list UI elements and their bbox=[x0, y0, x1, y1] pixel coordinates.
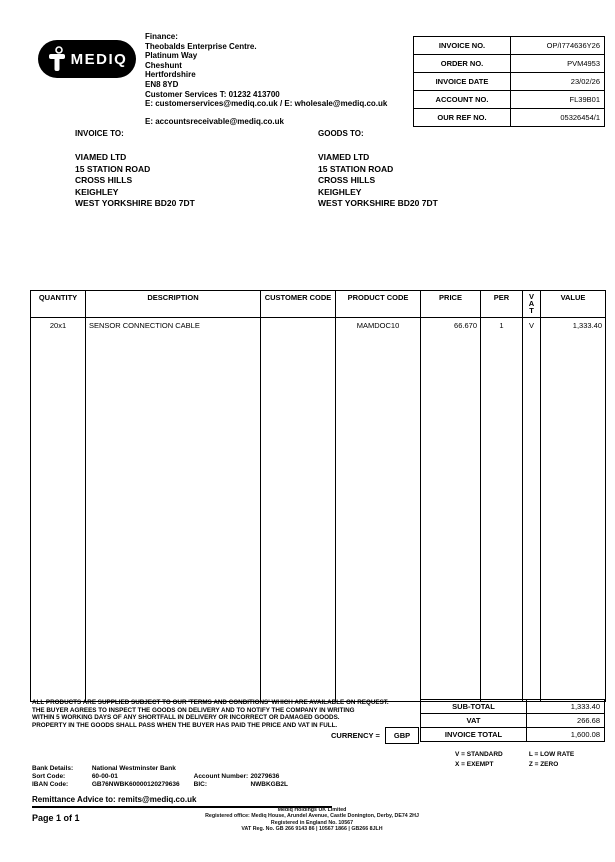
order-number-value: PVM4953 bbox=[511, 55, 605, 73]
account-number-label: Account Number: bbox=[193, 773, 249, 781]
address-line: KEIGHLEY bbox=[318, 186, 362, 197]
info-label: OUR REF NO. bbox=[414, 109, 511, 127]
subtotal-value: 1,333.40 bbox=[527, 700, 605, 714]
page-number: Page 1 of 1 bbox=[32, 813, 80, 823]
address-line: 15 STATION ROAD bbox=[75, 163, 151, 174]
account-number-value: FL39B01 bbox=[511, 91, 605, 109]
emails-line: E: customerservices@mediq.co.uk / E: wholesale@mediq.co.uk bbox=[145, 99, 388, 109]
finance-line: Theobalds Enterprise Centre. bbox=[145, 41, 257, 51]
address-line: WEST YORKSHIRE BD20 7DT bbox=[318, 198, 438, 208]
table-row bbox=[31, 318, 606, 334]
finance-line: Hertfordshire bbox=[145, 70, 196, 80]
customer-services-line: Customer Services T: 01232 413700 bbox=[145, 89, 280, 99]
vat-standard-code: V = STANDARD bbox=[455, 751, 503, 758]
bank-details-block bbox=[32, 765, 330, 790]
currency-value-box: GBP bbox=[385, 727, 419, 744]
sort-code-label: Sort Code: bbox=[32, 773, 66, 781]
terms-line: WITHIN 5 WORKING DAYS OF ANY SHORTFALL IN DELIVERY OR INCORRECT OR DAMAGED GOODS. bbox=[32, 714, 340, 722]
invoice-info-table bbox=[413, 36, 605, 127]
vat-label: VAT bbox=[421, 714, 527, 728]
info-row bbox=[414, 37, 605, 55]
info-row bbox=[414, 109, 605, 127]
subtotal-label: SUB-TOTAL bbox=[421, 700, 527, 714]
vat-header: VAT bbox=[523, 291, 541, 318]
finance-line: Platinum Way bbox=[145, 51, 198, 61]
terms-line: ALL PRODUCTS ARE SUPPLIED SUBJECT TO OUR 'TERMS AND CONDITIONS' WHICH ARE AVAILABLE ON REQUEST. bbox=[32, 699, 389, 706]
remittance-advice-line: Remittance Advice to: remits@mediq.co.uk bbox=[32, 795, 332, 808]
description-header: DESCRIPTION bbox=[86, 291, 261, 318]
account-number: 20279636 bbox=[250, 773, 280, 781]
vat-lowrate-code: L = LOW RATE bbox=[528, 751, 575, 758]
company-line: Registered in England No. 10567 bbox=[270, 819, 354, 826]
finance-line: Cheshunt bbox=[145, 60, 182, 70]
item-value: 1,333.40 bbox=[541, 318, 606, 334]
address-line: VIAMED LTD bbox=[318, 152, 370, 162]
table-empty-cell bbox=[261, 333, 336, 702]
currency-label: CURRENCY = bbox=[331, 731, 380, 740]
terms-line: PROPERTY IN THE GOODS SHALL PASS WHEN THE BUYER HAS PAID THE PRICE AND VAT IN FULL. bbox=[32, 721, 338, 729]
terms-and-conditions bbox=[32, 699, 427, 729]
iban-row bbox=[32, 781, 330, 789]
vat-row bbox=[421, 714, 605, 728]
product-code-header: PRODUCT CODE bbox=[336, 291, 421, 318]
accounts-email-line: E: accountsreceivable@mediq.co.uk bbox=[145, 116, 284, 126]
invoice-total-label: INVOICE TOTAL bbox=[421, 728, 527, 742]
table-empty-cell bbox=[86, 333, 261, 702]
invoice-to-address bbox=[75, 152, 195, 210]
company-registration-block bbox=[157, 807, 467, 833]
table-empty-cell bbox=[421, 333, 481, 702]
table-empty-cell bbox=[481, 333, 523, 702]
vat-legend-line bbox=[455, 760, 574, 770]
line-items-table bbox=[30, 290, 606, 702]
company-line: VAT Reg. No. GB 266 9143 86 | 10567 1866 | GB266 8JLH bbox=[241, 826, 383, 833]
goods-to-heading: GOODS TO: bbox=[318, 129, 364, 138]
address-line: CROSS HILLS bbox=[318, 175, 376, 185]
terms-line: THE BUYER AGREES TO INSPECT THE GOODS ON DELIVERY AND TO NOTIFY THE COMPANY IN WRITING bbox=[32, 706, 355, 714]
invoice-total-row bbox=[421, 728, 605, 742]
bank-name-row bbox=[32, 765, 330, 773]
bic-label: BIC: bbox=[193, 781, 207, 789]
our-ref-value: 05326454/1 bbox=[511, 109, 605, 127]
address-line: KEIGHLEY bbox=[75, 186, 119, 197]
logo-text: MEDIQ bbox=[70, 50, 128, 68]
vat-exempt-code: X = EXEMPT bbox=[455, 761, 494, 768]
item-customer-code bbox=[261, 318, 336, 334]
vat-zero-code: Z = ZERO bbox=[528, 761, 559, 768]
table-empty-cell bbox=[541, 333, 606, 702]
item-description: SENSOR CONNECTION CABLE bbox=[86, 318, 261, 334]
info-label: INVOICE DATE bbox=[414, 73, 511, 91]
company-line: Registered office: Mediq House, Arundel Avenue, Castle Donington, Derby, DE74 2HJ bbox=[205, 813, 419, 820]
sort-code-value: 60-00-01 bbox=[91, 773, 118, 781]
company-line: Mediq Holdings UK Limited bbox=[277, 807, 347, 813]
mediq-t-icon bbox=[47, 46, 67, 72]
price-header: PRICE bbox=[421, 291, 481, 318]
mediq-logo bbox=[38, 40, 136, 78]
goods-to-address bbox=[318, 152, 438, 210]
address-line: 15 STATION ROAD bbox=[318, 163, 394, 174]
info-label: ORDER NO. bbox=[414, 55, 511, 73]
address-line: WEST YORKSHIRE BD20 7DT bbox=[75, 198, 195, 208]
item-product-code: MAMDOC10 bbox=[336, 318, 421, 334]
quantity-header: QUANTITY bbox=[31, 291, 86, 318]
address-line: CROSS HILLS bbox=[75, 175, 133, 185]
info-label: ACCOUNT NO. bbox=[414, 91, 511, 109]
item-per: 1 bbox=[481, 318, 523, 334]
vat-value: 266.68 bbox=[527, 714, 605, 728]
item-price: 66.670 bbox=[421, 318, 481, 334]
info-label: INVOICE NO. bbox=[414, 37, 511, 55]
finance-heading: Finance: bbox=[145, 32, 178, 41]
bank-details-label: Bank Details: bbox=[32, 765, 74, 772]
bic-value: NWBKGB2L bbox=[250, 781, 288, 789]
totals-table bbox=[420, 699, 605, 742]
invoice-to-heading: INVOICE TO: bbox=[75, 129, 124, 138]
vat-code-legend bbox=[455, 750, 574, 770]
subtotal-row bbox=[421, 700, 605, 714]
iban-value: GB76NWBK60000120279636 bbox=[91, 781, 180, 789]
invoice-date-value: 23/02/26 bbox=[511, 73, 605, 91]
table-empty-space bbox=[31, 333, 606, 702]
invoice-number-value: OP/I774636Y26 bbox=[511, 37, 605, 55]
value-header: VALUE bbox=[541, 291, 606, 318]
per-header: PER bbox=[481, 291, 523, 318]
vat-legend-line bbox=[455, 750, 574, 760]
info-row bbox=[414, 55, 605, 73]
info-row bbox=[414, 91, 605, 109]
item-quantity: 20x1 bbox=[31, 318, 86, 334]
address-line: VIAMED LTD bbox=[75, 152, 127, 162]
finance-address-block bbox=[145, 32, 387, 126]
table-empty-cell bbox=[336, 333, 421, 702]
info-row bbox=[414, 73, 605, 91]
sort-code-row bbox=[32, 773, 330, 781]
table-empty-cell bbox=[523, 333, 541, 702]
bank-name: National Westminster Bank bbox=[91, 765, 176, 772]
customer-code-header: CUSTOMER CODE bbox=[261, 291, 336, 318]
item-vat-code: V bbox=[523, 318, 541, 334]
table-empty-cell bbox=[31, 333, 86, 702]
finance-line: EN8 8YD bbox=[145, 79, 179, 89]
items-header-row bbox=[31, 291, 606, 318]
invoice-total-value: 1,600.08 bbox=[527, 728, 605, 742]
iban-label: IBAN Code: bbox=[32, 781, 69, 789]
